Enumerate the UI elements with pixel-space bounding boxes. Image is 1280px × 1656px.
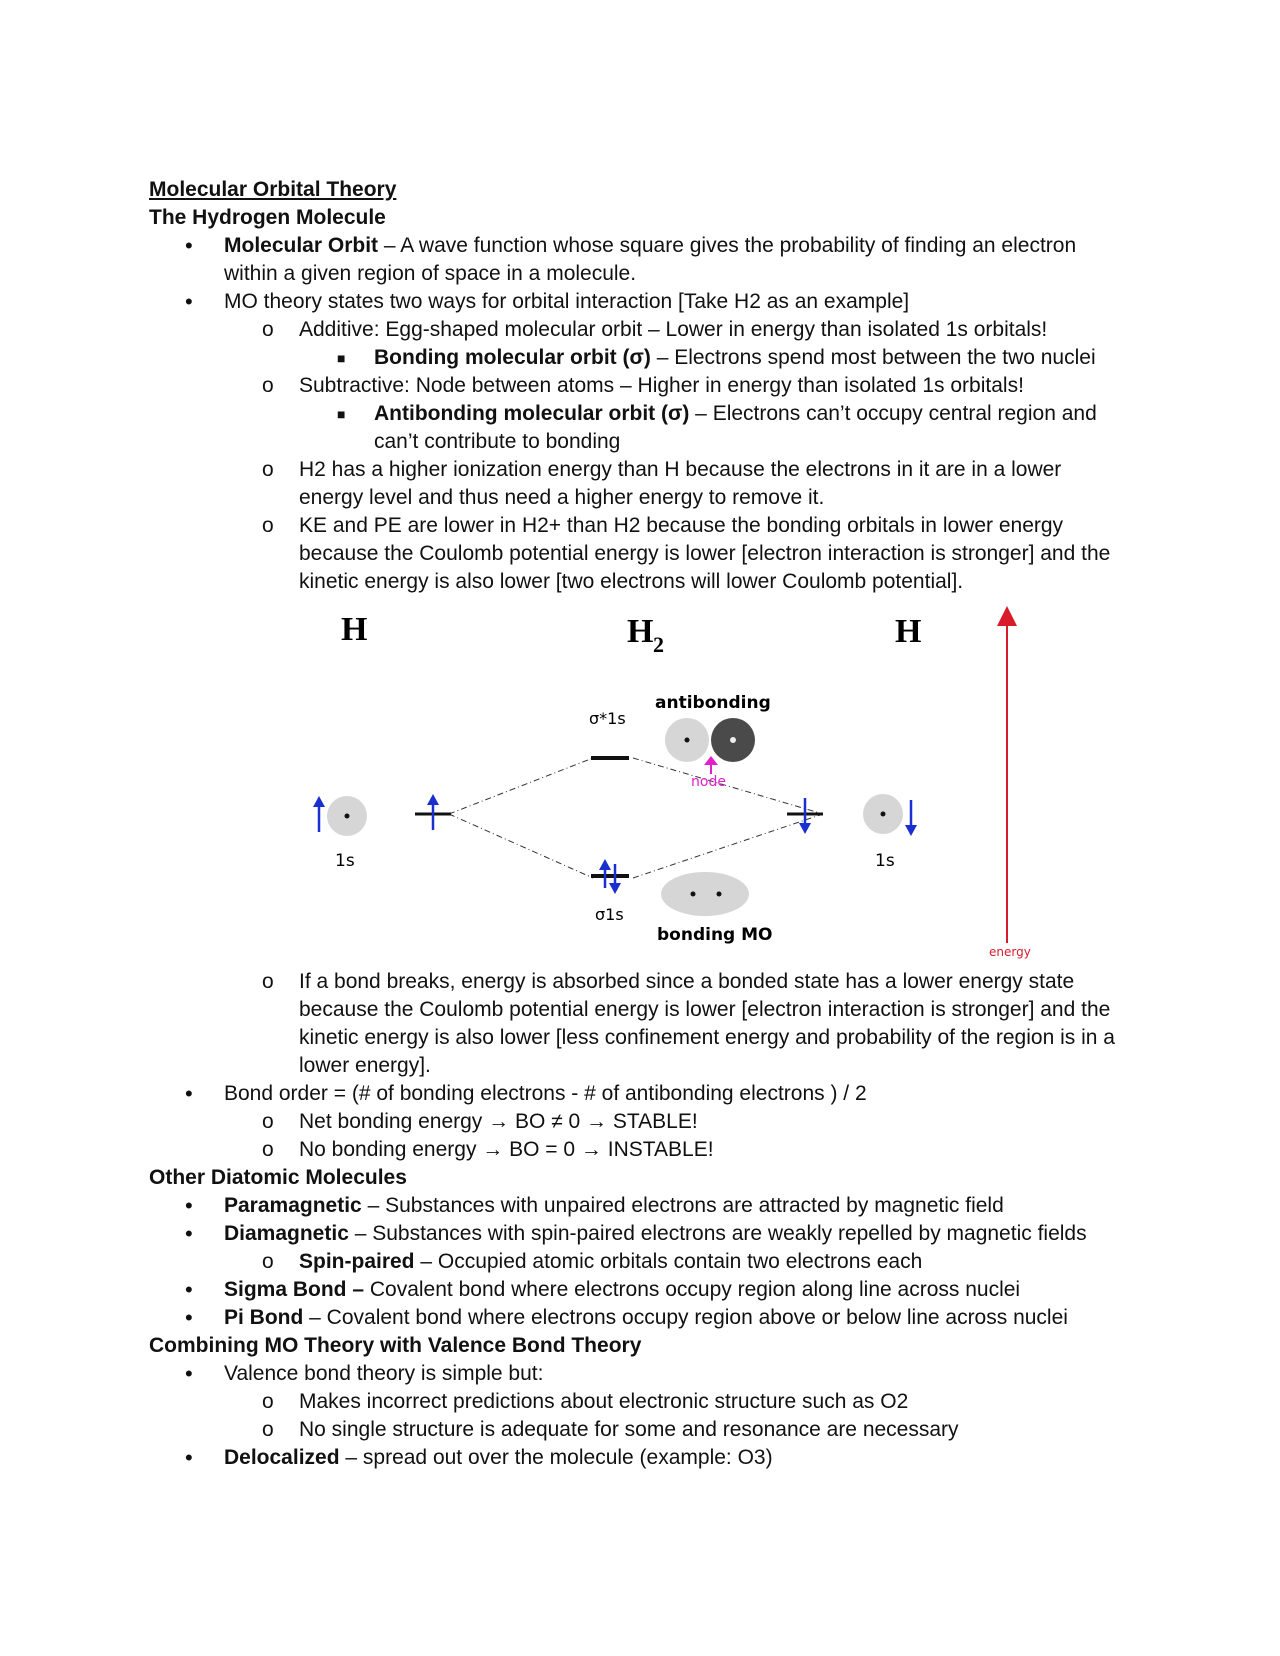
- molecule-subscript: 2: [653, 632, 664, 657]
- definition: – A wave function whose square gives the probability of finding an electron within a given region of space in a molecule.: [224, 234, 1077, 285]
- bullet-marker: •: [185, 1361, 193, 1386]
- list-text: Valence bond theory is simple but:: [224, 1362, 544, 1385]
- list-item: [149, 1388, 1129, 1416]
- list-text: Net bonding energy → BO ≠ 0 → STABLE!: [299, 1110, 698, 1133]
- document-content: [149, 176, 1129, 1472]
- spin-up-arrowhead-icon: [313, 796, 325, 807]
- sub-bullet-marker: o: [262, 318, 274, 341]
- sub-bullet-marker: o: [262, 374, 274, 397]
- section-heading-combining: Combining MO Theory with Valence Bond Theory: [149, 1334, 642, 1357]
- square-bullet-marker: ■: [337, 406, 346, 422]
- label-antibonding: antibonding: [655, 693, 771, 713]
- list-item: [149, 968, 1129, 1080]
- list-text: Makes incorrect predictions about electronic structure such as O2: [299, 1390, 909, 1413]
- definition: – Covalent bond where electrons occupy region above or below line across nuclei: [303, 1306, 1068, 1329]
- label-sigma-1s: σ1s: [595, 905, 624, 924]
- list-item: [149, 232, 1129, 288]
- atom-label-left: H: [341, 611, 368, 648]
- definition: – Substances with unpaired electrons are attracted by magnetic field: [361, 1194, 1004, 1217]
- spin-up-arrowhead-icon: [599, 859, 611, 870]
- bullet-marker: •: [185, 233, 193, 258]
- label-1s-right: 1s: [875, 851, 895, 871]
- bullet-marker: •: [185, 1445, 193, 1470]
- list-item: [149, 1220, 1129, 1248]
- bullet-marker: •: [185, 1081, 193, 1106]
- list-item: [149, 1276, 1129, 1304]
- bullet-marker: •: [185, 1277, 193, 1302]
- nucleus-dot: [685, 738, 690, 743]
- section-heading-diatomic: Other Diatomic Molecules: [149, 1166, 407, 1189]
- list-item: [149, 400, 1129, 456]
- list-item: [149, 1192, 1129, 1220]
- list-text: No single structure is adequate for some and resonance are necessary: [299, 1418, 959, 1441]
- spin-down-arrowhead-icon: [609, 883, 621, 894]
- list-item: [149, 1108, 1129, 1136]
- term-molecular-orbit: Molecular Orbit: [224, 234, 379, 257]
- list-item: [149, 1360, 1129, 1388]
- list-text: No bonding energy → BO = 0 → INSTABLE!: [299, 1138, 714, 1161]
- mo-diagram-svg: [149, 598, 1129, 968]
- definition: – Electrons can’t occupy central region and can’t contribute to bonding: [374, 402, 1097, 453]
- sub-bullet-marker: o: [262, 1390, 274, 1413]
- list-item: [149, 1248, 1129, 1276]
- nucleus-dot: [730, 737, 736, 743]
- term-paramagnetic: Paramagnetic: [224, 1194, 362, 1217]
- node-pointer-icon: [704, 756, 718, 774]
- sub-bullet-marker: o: [262, 1418, 274, 1441]
- definition: – spread out over the molecule (example: O3): [339, 1446, 773, 1469]
- term-antibonding-orbit: Antibonding molecular orbit (σ): [374, 402, 690, 425]
- sub-bullet-marker: o: [262, 1250, 274, 1273]
- term-spin-paired: Spin-paired: [299, 1250, 415, 1273]
- sub-bullet-marker: o: [262, 458, 274, 481]
- nucleus-dot: [881, 812, 886, 817]
- list-item: [149, 1444, 1129, 1472]
- sub-bullet-marker: o: [262, 514, 274, 537]
- mo-diagram: [149, 598, 1129, 968]
- list-item: [149, 1416, 1129, 1444]
- correlation-line: [633, 814, 823, 878]
- label-bonding-mo: bonding MO: [657, 925, 773, 945]
- sub-bullet-marker: o: [262, 1110, 274, 1133]
- list-item: [149, 512, 1129, 596]
- list-item: [149, 456, 1129, 512]
- square-bullet-marker: ■: [337, 350, 346, 366]
- spin-down-arrowhead-icon: [905, 825, 917, 836]
- bullet-marker: •: [185, 289, 193, 314]
- bullet-marker: •: [185, 1193, 193, 1218]
- correlation-line: [633, 758, 823, 814]
- nucleus-dot: [717, 892, 722, 897]
- list-text: If a bond breaks, energy is absorbed since a bonded state has a lower energy state because the Coulomb potential energy is lower [electron interaction is stronger] and the kinetic energy is also lower [less confinement energy and probability of the region is in a lower energy].: [299, 970, 1115, 1077]
- bullet-marker: •: [185, 1221, 193, 1246]
- spin-down-arrowhead-icon: [799, 823, 811, 834]
- list-text: Additive: Egg-shaped molecular orbit – Lower in energy than isolated 1s orbitals!: [299, 318, 1048, 341]
- definition: Covalent bond where electrons occupy region along line across nuclei: [364, 1278, 1021, 1301]
- definition: – Substances with spin-paired electrons are weakly repelled by magnetic fields: [348, 1222, 1087, 1245]
- label-node: node: [691, 774, 726, 790]
- bonding-mo-ellipse: [661, 872, 749, 916]
- sub-bullet-marker: o: [262, 970, 274, 993]
- doc-title: Molecular Orbital Theory: [149, 178, 397, 201]
- list-text: Subtractive: Node between atoms – Higher in energy than isolated 1s orbitals!: [299, 374, 1024, 397]
- list-text: KE and PE are lower in H2+ than H2 because the bonding orbitals in lower energy because the Coulomb potential energy is lower [electron interaction is stronger] and the kinetic energy is also lower [two electrons will lower Coulomb potential].: [299, 514, 1111, 593]
- term-delocalized: Delocalized: [224, 1446, 340, 1469]
- energy-label: energy: [989, 945, 1031, 959]
- list-text: Bond order = (# of bonding electrons - # of antibonding electrons ) / 2: [224, 1082, 867, 1105]
- atom-label-right: H: [895, 613, 922, 650]
- term-sigma-bond: Sigma Bond –: [224, 1278, 365, 1301]
- list-text: H2 has a higher ionization energy than H because the electrons in it are in a lower energy level and thus need a higher energy to remove it.: [299, 458, 1062, 509]
- bullet-marker: •: [185, 1305, 193, 1330]
- term-bonding-orbit: Bonding molecular orbit (σ): [374, 346, 651, 369]
- nucleus-dot: [691, 892, 696, 897]
- correlation-line: [449, 814, 593, 878]
- definition: – Occupied atomic orbitals contain two electrons each: [414, 1250, 923, 1273]
- list-item: [149, 288, 1129, 316]
- molecule-label: H: [627, 613, 654, 650]
- list-item: [149, 1136, 1129, 1164]
- sub-bullet-marker: o: [262, 1138, 274, 1161]
- list-item: [149, 372, 1129, 400]
- list-item: [149, 1080, 1129, 1108]
- label-sigma-star-1s: σ*1s: [589, 709, 626, 728]
- label-1s-left: 1s: [335, 851, 355, 871]
- term-diamagnetic: Diamagnetic: [224, 1222, 349, 1245]
- list-item: [149, 1304, 1129, 1332]
- definition: – Electrons spend most between the two nuclei: [650, 346, 1096, 369]
- list-item: [149, 344, 1129, 372]
- list-item: [149, 316, 1129, 344]
- list-text: MO theory states two ways for orbital interaction [Take H2 as an example]: [224, 290, 910, 313]
- section-heading-hydrogen: The Hydrogen Molecule: [149, 206, 386, 229]
- term-pi-bond: Pi Bond: [224, 1306, 304, 1329]
- correlation-line: [449, 758, 593, 814]
- nucleus-dot: [345, 814, 350, 819]
- spin-up-arrowhead-icon: [427, 794, 439, 805]
